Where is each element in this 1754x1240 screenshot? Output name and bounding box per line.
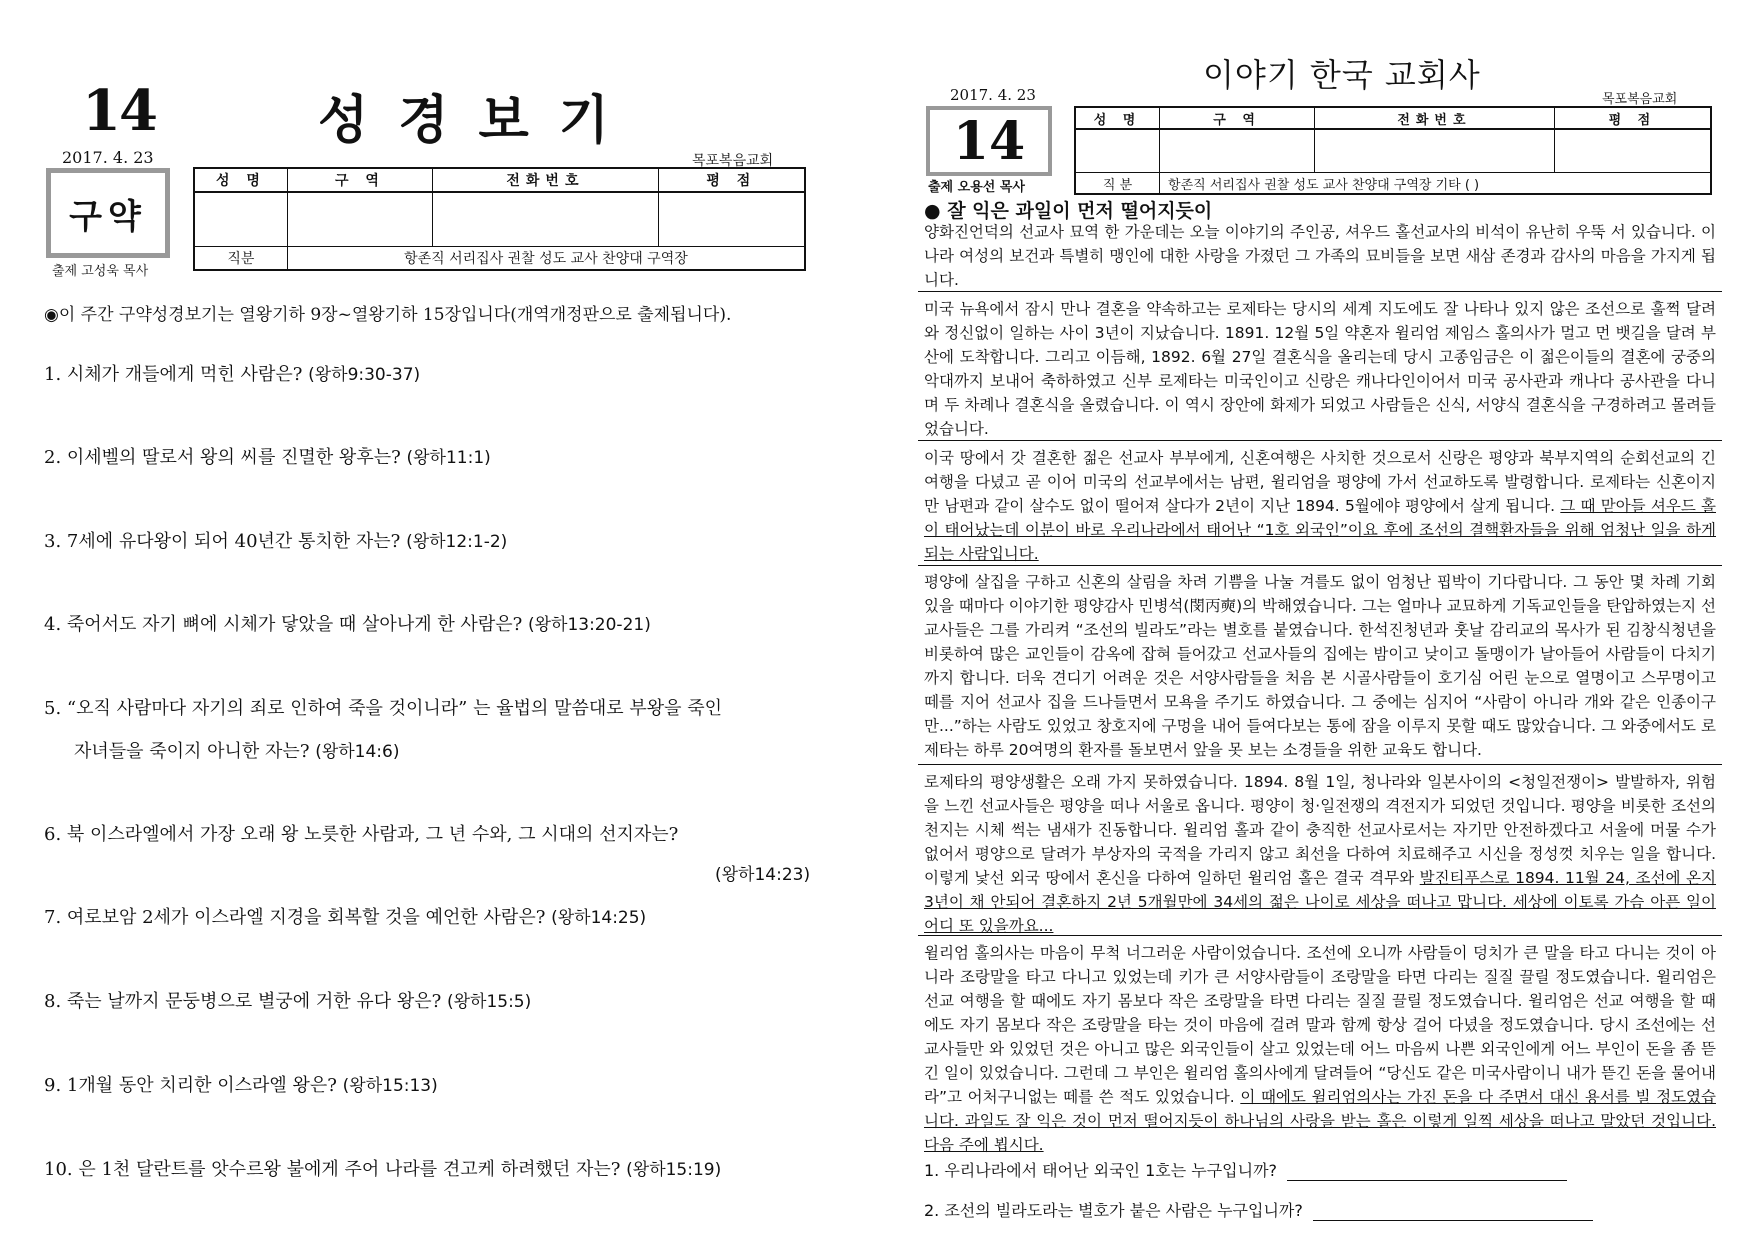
header-name: 성 명 [194, 168, 287, 192]
question-10: 10. 은 1천 달란트를 앗수르왕 불에게 주어 나라를 견고케 하려했던 자는? (왕하15:19) [44, 1159, 722, 1180]
right-info-table [1074, 106, 1712, 195]
right-page-title: 이야기 한국 교회사 [1203, 56, 1481, 94]
header-district: 구 역 [287, 168, 432, 192]
question-8: 8. 죽는 날까지 문둥병으로 별궁에 거한 유다 왕은? (왕하15:5) [44, 991, 532, 1012]
right-date: 2017. 4. 23 [950, 86, 1036, 104]
header-name: 성 명 [1075, 107, 1160, 129]
old-testament-badge: 구약 [46, 168, 170, 258]
divider [918, 440, 1722, 441]
left-intro: ◉이 주간 구약성경보기는 열왕기하 9장~열왕기하 15장입니다(개역개정판으로 출제됩니다). [44, 305, 732, 325]
header-score: 평 점 [658, 168, 805, 192]
divider [918, 764, 1722, 765]
question-2: 2. 이세벨의 딸로서 왕의 씨를 진멸한 왕후는? (왕하11:1) [44, 447, 491, 468]
right-question-2: 2. 조선의 빌라도라는 별호가 붙은 사람은 누구입니까? [924, 1198, 1593, 1221]
question-7: 7. 여로보암 2세가 이스라엘 지경을 회복할 것을 예언한 사람은? (왕하14:25) [44, 907, 647, 928]
divider [918, 565, 1722, 566]
left-church-name: 목포복음교회 [692, 153, 774, 169]
question-6-ref: (왕하14:23) [715, 865, 811, 885]
story-heading: ● 잘 익은 과일이 먼저 떨어지듯이 [924, 200, 1213, 222]
score-field[interactable] [658, 192, 805, 247]
question-9: 9. 1개월 동안 치리한 이스라엘 왕은? (왕하15:13) [44, 1075, 438, 1096]
phone-field[interactable] [433, 192, 659, 247]
header-phone: 전화번호 [1315, 107, 1555, 129]
paragraph-6: 윌리엄 홀의사는 마음이 무척 너그러운 사람이었습니다. 조선에 오니까 사람들이 덩치가 큰 말을 타고 다니는 것이 아니라 조랑말을 타고 다니고 있었는데 키가 큰 서양사람들이 조랑말을 타면 다리는 질질 끌릴 정도였습니다. 윌리엄은 선교 여행을 할 때에도 자기 몸보다 작은 조랑말을 타면 다리는 질질 끌릴 정도였습니다. 윌리엄은 선교 여행을 할 때에도 자기 몸보다 작은 조랑말을 타는 것이 마음에 걸려 말과 함께 항상 걸어 다녔을 정도였습니다. 당시 조선에는 선교사들만 와 있었던 것은 아니고 많은 외국인들이 살고 있었는데 어느 마음씨 나쁜 외국인에게 어느 부인이 돈을 좀 뜯긴 일이 있었습니다. 그런데 그 부인은 윌리엄 홀의사에게 달려들어 “당신도 같은 미국사람이니 내가 뜯긴 돈을 물어내라”고 어처구니없는 떼를 쓴 적도 있었습니다. 이 때에도 윌리엄의사는 가진 돈을 다 주면서 대신 용서를 빌 정도였습니다. 과일도 잘 익은 것이 먼저 떨어지듯이 하나님의 사랑을 받는 홀은 이렇게 일찍 세상을 떠나고 말았던 것입니다. 다음 주에 뵙시다. [924, 944, 1716, 1154]
header-phone: 전화번호 [433, 168, 659, 192]
left-date: 2017. 4. 23 [62, 148, 154, 167]
role-label: 직 분 [1075, 173, 1160, 195]
left-page-number: 14 [82, 78, 156, 144]
right-church-name: 목포복음교회 [1602, 92, 1678, 107]
score-field[interactable] [1554, 129, 1711, 173]
question-6: 6. 북 이스라엘에서 가장 오래 왕 노릇한 사람과, 그 년 수와, 그 시대의 선지자는? [44, 824, 679, 845]
question-5-cont: 자녀들을 죽이지 아니한 자는? (왕하14:6) [74, 741, 400, 762]
question-5: 5. “오직 사람마다 자기의 죄로 인하여 죽을 것이니라” 는 율법의 말씀대로 부왕을 죽인 [44, 698, 723, 719]
paragraph-3: 이국 땅에서 갓 결혼한 젊은 선교사 부부에게, 신혼여행은 사치한 것으로서 신랑은 평양과 북부지역의 순회선교의 긴 여행을 다녔고 곧 이어 미국의 선교부에서는 남편, 윌리엄을 평양에 가서 선교하도록 발령합니다. 로제타는 신혼이지만 남편과 같이 살수도 없이 떨어져 살다가 2년이 지난 1894. 5월에야 평양에서 살게 됩니다. 그 때 맏아들 셔우드 홀이 태어났는데 이분이 바로 우리나라에서 태어난 “1호 외국인”이요 후에 조선의 결핵환자들을 위해 엄청난 일을 하게 되는 사람입니다. [924, 449, 1716, 563]
right-author: 출제 오용선 목사 [928, 180, 1025, 195]
question-1: 1. 시체가 개들에게 먹힌 사람은? (왕하9:30-37) [44, 364, 421, 385]
district-field[interactable] [1160, 129, 1315, 173]
phone-field[interactable] [1315, 129, 1555, 173]
role-options[interactable]: 항존직 서리집사 권찰 성도 교사 찬양대 구역장 기타 ( ) [1160, 173, 1711, 195]
header-score: 평 점 [1554, 107, 1711, 129]
paragraph-4: 평양에 살집을 구하고 신혼의 살림을 차려 기쁨을 나눌 겨를도 없이 엄청난 핍박이 기다랍니다. 그 동안 몇 차례 기회 있을 때마다 이야기한 평양감사 민병석(閔丙奭)의 박해였습니다. 그는 얼마나 교묘하게 기독교인들을 탄압하였는지 선교사들은 그를 가리켜 “조선의 빌라도”라는 별호를 붙였습니다. 한석진청년과 훗날 감리교의 목사가 된 김창식청년을 비롯하여 많은 교인들이 감옥에 잡혀 들어갔고 선교사들의 집에는 밤이고 낮이고 돌맹이가 날아들어 사람들이 다치기까지 합니다. 더욱 견디기 어려운 것은 서양사람들을 처음 본 시골사람들이 호기심 어린 눈으로 열명이고 스무명이고 떼를 지어 선교사 집을 드나들면서 모욕을 주기도 하였습니다. 그 중에는 심지어 “사람이 아니라 개와 같은 인종이구만...”하는 사람도 있었고 창호지에 구멍을 내어 들여다보는 통에 잠을 이루지 못할 때도 많았습니다. 그 와중에서도 로제타는 하루 20여명의 환자를 돌보면서 앞을 못 보는 소경들을 위한 교육도 합니다. [924, 573, 1716, 759]
left-author: 출제 고성욱 목사 [52, 264, 149, 279]
question-3: 3. 7세에 유다왕이 되어 40년간 통치한 자는? (왕하12:1-2) [44, 531, 508, 552]
role-label: 직분 [194, 247, 287, 271]
name-field[interactable] [194, 192, 287, 247]
right-number-badge: 14 [926, 106, 1052, 176]
header-district: 구 역 [1160, 107, 1315, 129]
district-field[interactable] [287, 192, 432, 247]
paragraph-1: 양화진언덕의 선교사 묘역 한 가운데는 오늘 이야기의 주인공, 셔우드 홀선교사의 비석이 유난히 우뚝 서 있습니다. 이 나라 여성의 보건과 특별히 맹인에 대한 사랑을 가졌던 그 가족의 묘비들을 보면 새삼 존경과 감사의 마음을 가지게 됩니다. [924, 223, 1716, 289]
paragraph-5: 로제타의 평양생활은 오래 가지 못하였습니다. 1894. 8월 1일, 청나라와 일본사이의 <청일전쟁이> 발발하자, 위험을 느낀 선교사들은 평양을 떠나 서울로 옵니다. 평양이 청·일전쟁의 격전지가 되었던 것입니다. 평양을 비롯한 조선의 천지는 시체 썩는 냄새가 진동합니다. 윌리엄 홀과 같이 충직한 선교사로서는 자기만 안전하겠다고 서울에 머물 수가 없어서 평양으로 달려가 부상자의 국적을 가리지 않고 최선을 다하여 치료해주고 시신을 정성껏 치우는 일을 합니다. 이렇게 낯선 외국 땅에서 혼신을 다하여 일하던 윌리엄 홀은 결국 격무와 발진티푸스로 1894. 11월 24, 조선에 온지 3년이 채 안되어 결혼하지 2년 5개월만에 34세의 젊은 나이로 세상을 떠나고 맙니다. 세상에 이토록 가슴 아픈 일이 어디 또 있을까요... [924, 773, 1717, 935]
divider [918, 935, 1722, 936]
question-4: 4. 죽어서도 자기 뼈에 시체가 닿았을 때 살아나게 한 사람은? (왕하13:20-21) [44, 614, 651, 635]
left-page-title: 성경보기 [318, 91, 639, 151]
answer-line-2[interactable] [1313, 1204, 1593, 1221]
right-question-1: 1. 우리나라에서 태어난 외국인 1호는 누구입니까? [924, 1158, 1567, 1181]
role-options[interactable]: 항존직 서리집사 권찰 성도 교사 찬양대 구역장 [287, 247, 805, 271]
name-field[interactable] [1075, 129, 1160, 173]
paragraph-2: 미국 뉴욕에서 잠시 만나 결혼을 약속하고는 로제타는 당시의 세계 지도에도 잘 나타나 있지 않은 조선으로 훌쩍 달려와 정신없이 일하는 사이 3년이 지났습니다. 1891. 12월 5일 약혼자 윌리엄 제임스 홀의사가 멀고 먼 뱃길을 달려 부산에 도착합니다. 그리고 이듬해, 1892. 6월 27일 결혼식을 올리는데 당시 고종임금은 이 젊은이들의 결혼에 궁중의 악대까지 보내어 축하하였고 신부 로제타는 미국인이고 신랑은 캐나다인이어서 미국 공사관과 캐나다 공사관을 다니며 두 차례나 결혼식을 올렸습니다. 이 역시 장안에 화제가 되었고 사람들은 신식, 서양식 결혼식을 구경하려고 몰려들었습니다. [924, 300, 1716, 438]
answer-line-1[interactable] [1287, 1164, 1567, 1181]
divider [918, 291, 1722, 292]
left-info-table [193, 167, 806, 271]
